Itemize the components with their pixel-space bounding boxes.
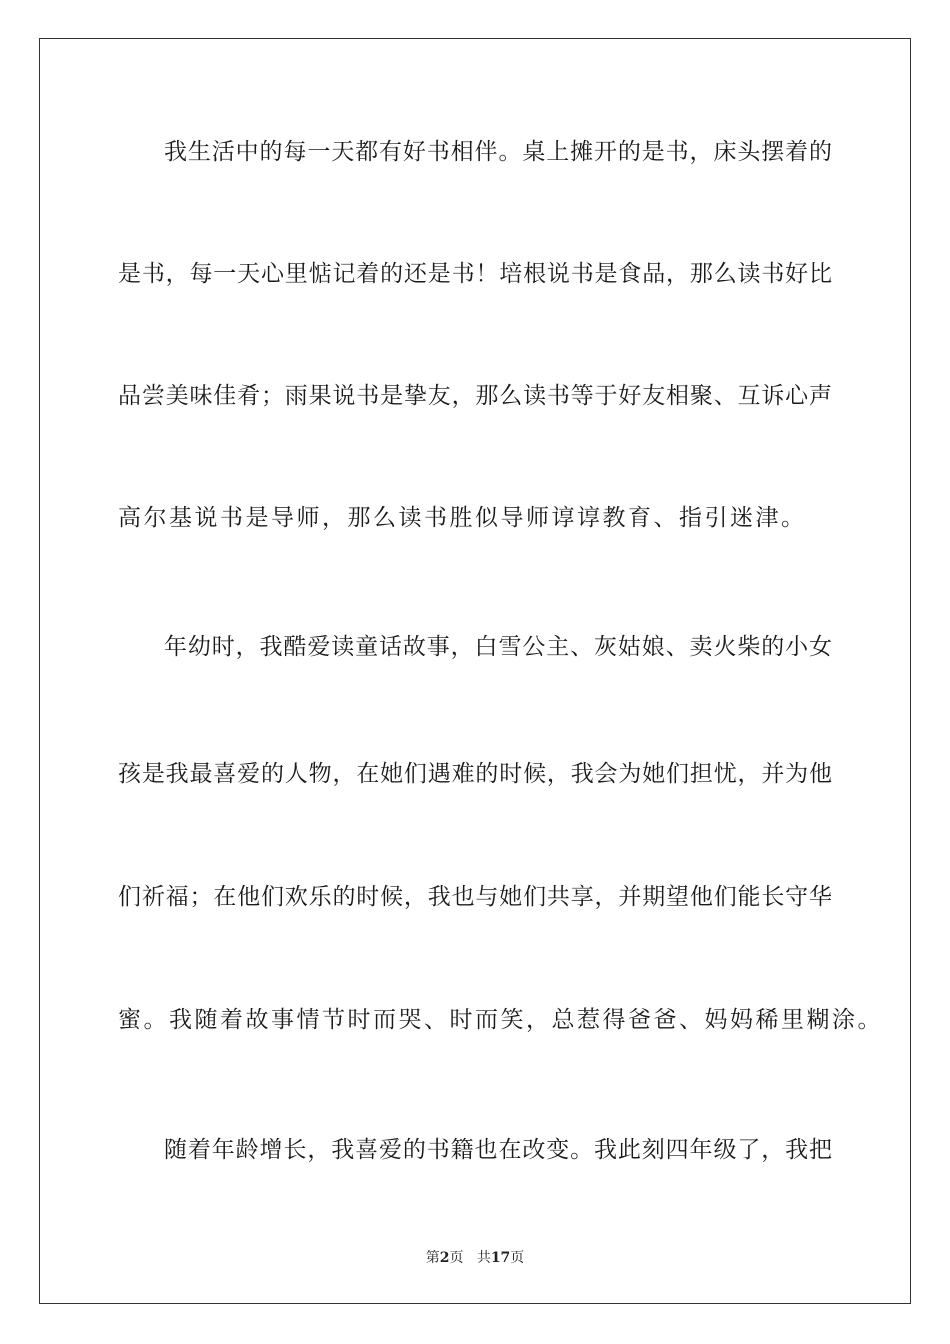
text-line: 品尝美味佳肴；雨果说书是挚友，那么读书等于好友相聚、互诉心声 [118, 383, 832, 409]
page-prefix: 第 [425, 1250, 440, 1266]
text-line: 是书，每一天心里惦记着的还是书！培根说书是食品，那么读书好比 [118, 261, 832, 287]
text-line: 高尔基说书是导师，那么读书胜似导师谆谆教育、指引迷津。 [118, 505, 807, 531]
text-line: 蜜。我随着故事情节时而哭、时而笑，总惹得爸爸、妈妈稀里糊涂。 [118, 1007, 883, 1033]
page-footer [0, 1249, 950, 1267]
total-suffix: 页 [510, 1250, 525, 1266]
page-suffix: 页 [449, 1250, 464, 1266]
page-number: 2 [439, 1250, 450, 1266]
text-line: 我生活中的每一天都有好书相伴。桌上摊开的是书，床头摆着的 [164, 139, 832, 165]
text-line: 随着年龄增长，我喜爱的书籍也在改变。我此刻四年级了，我把 [164, 1137, 832, 1163]
text-line: 孩是我最喜爱的人物，在她们遇难的时候，我会为她们担忧，并为他 [118, 761, 832, 787]
text-line: 们祈福；在他们欢乐的时候，我也与她们共享，并期望他们能长守华 [118, 884, 832, 910]
total-pages: 17 [490, 1250, 511, 1266]
text-line: 年幼时，我酷爱读童话故事，白雪公主、灰姑娘、卖火柴的小女 [164, 634, 832, 660]
page-border [39, 38, 911, 1304]
total-prefix: 共 [476, 1250, 491, 1266]
